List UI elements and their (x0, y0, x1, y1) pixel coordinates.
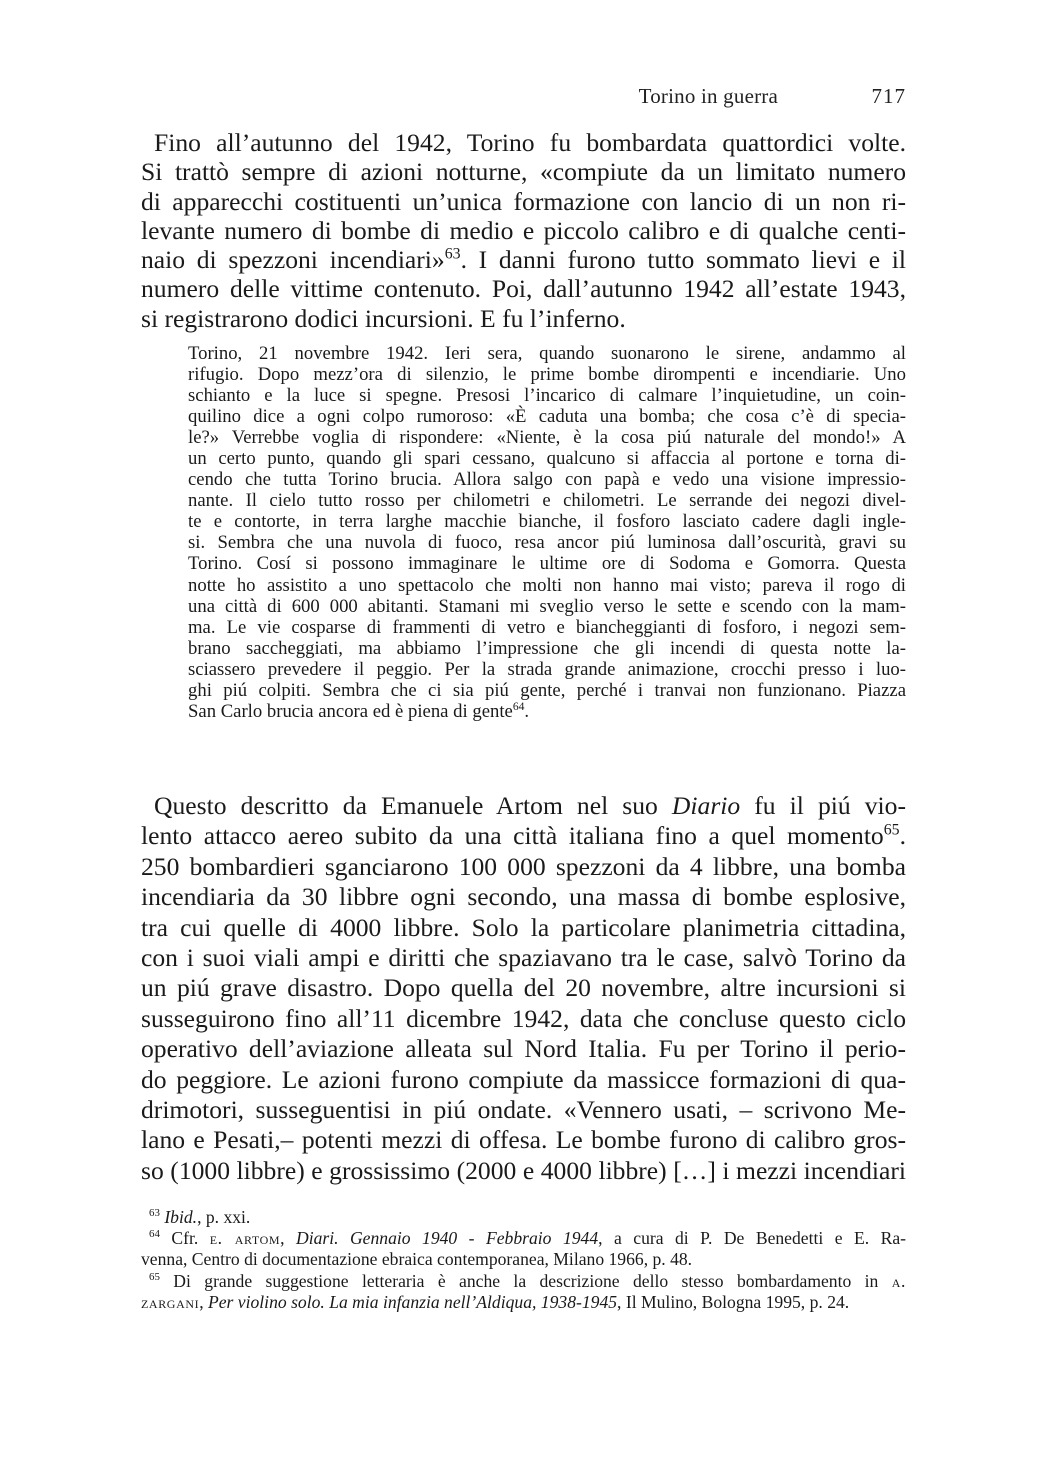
footnote-65-cont (141, 1292, 906, 1313)
quote-line: rifugio. Dopo mezz’ora di silenzio, le prime bombe dirompenti e incendiarie. Uno (188, 364, 906, 386)
text-line (141, 791, 906, 821)
quote-line: quilino dice a ogni colpo rumoroso: «È caduta una bomba; che cosa c’è di specia- (188, 406, 906, 428)
text-line (141, 245, 906, 274)
text-segment: lento attacco aereo subito da una città italiana fino a quel momento (141, 821, 884, 851)
text-segment: . (524, 700, 530, 722)
text-segment: Questo descritto da Emanuele Artom nel suo (154, 791, 672, 820)
text-line: operativo dell’aviazione alleata sul Nord Italia. Fu per Torino il perio- (141, 1034, 906, 1064)
book-title: Diari. Gennaio 1940 - Febbraio 1944 (295, 1228, 599, 1249)
text-segment: San Carlo brucia ancora ed è piena di gente (188, 700, 513, 722)
body-paragraph-2 (141, 791, 906, 1186)
footnote-italic: Ibid. (164, 1207, 198, 1227)
quote-line (188, 701, 906, 722)
author-name: zargani (141, 1291, 200, 1312)
footnote-number: 65 (149, 1270, 160, 1283)
footnote-text: , (199, 1291, 208, 1312)
running-title: Torino in guerra (638, 84, 778, 108)
footnote-65 (141, 1271, 906, 1292)
text-line: numero delle vittime contenuto. Poi, dall’autunno 1942 all’estate 1943, (141, 274, 906, 304)
quote-line: Torino, 21 novembre 1942. Ieri sera, quando suonarono le sirene, andammo al (188, 343, 906, 364)
block-quote (188, 343, 906, 722)
text-line: do peggiore. Le azioni furono compiute da massicce formazioni di qua- (141, 1064, 906, 1094)
quote-line: le?» Verrebbe voglia di rispondere: «Niente, è la cosa piú naturale del mondo!» A (188, 427, 906, 449)
quote-line: sciassero prevedere il peggio. Per la strada grande animazione, crocchi presso i luo- (188, 658, 906, 680)
text-line: susseguirono fino all’11 dicembre 1942, data che concluse questo ciclo (141, 1003, 906, 1033)
footnote-64-cont: venna, Centro di documentazione ebraica contemporanea, Milano 1966, p. 48. (141, 1249, 693, 1270)
text-line: si registrarono dodici incursioni. E fu l’inferno. (141, 303, 626, 333)
footnote-ref-63[interactable]: 63 (444, 245, 461, 263)
text-segment: . (899, 821, 906, 851)
footnote-ref-65[interactable]: 65 (883, 821, 900, 839)
page-number: 717 (871, 84, 906, 108)
text-line: con i suoi viali ampi e diritti che spaziavano tra le case, salvò Torino da (141, 942, 906, 972)
running-header (141, 84, 906, 114)
quote-line: un certo punto, quando gli spari cessano, qualcuno si affaccia al portone e torna di- (188, 448, 906, 470)
quote-line: una città di 600 000 abitanti. Stamani mi sveglio verso le sette e scendo con la mam- (188, 595, 906, 617)
text-line (141, 821, 906, 851)
text-line: so (1000 libbre) e grossissimo (2000 e 4000 libbre) […] i mezzi incendiari (141, 1155, 906, 1185)
book-title: Per violino solo. La mia infanzia nell’Aldiqua, 1938-1945 (208, 1291, 618, 1312)
footnote-number: 64 (149, 1228, 160, 1241)
quote-line: notte ho assistito a uno spettacolo che molti non hanno mai visto; pareva il rogo di (188, 574, 906, 596)
text-line: incendiaria da 30 libbre ogni secondo, una massa di bombe esplosive, (141, 882, 906, 912)
text-segment: . I danni furono tutto sommato lievi e il (460, 245, 906, 275)
author-initial: a. (891, 1270, 906, 1291)
text-line: levante numero di bombe di medio e piccolo calibro e di qualche centi- (141, 215, 906, 245)
text-line: 250 bombardieri sganciarono 100 000 spezzoni da 4 libbre, una bomba (141, 851, 906, 881)
text-segment: fu il piú vio- (740, 791, 906, 820)
footnote-63 (141, 1207, 906, 1228)
footnote-text: , a cura di P. De Benedetti e E. Ra- (598, 1228, 907, 1249)
footnote-64 (141, 1228, 906, 1249)
text-line: tra cui quelle di 4000 libbre. Solo la particolare planimetria cittadina, (141, 912, 906, 942)
quote-line: schianto e la luce si spegne. Presosi l’incarico di calmare l’inquietudine, un coin- (188, 385, 906, 407)
footnote-text: , (280, 1228, 296, 1249)
footnote-text: Di grande suggestione letteraria è anche la descrizione dello stesso bombardamento in (173, 1270, 892, 1291)
text-segment: naio di spezzoni incendiari» (141, 245, 445, 275)
quote-line: te e contorte, in terra larghe macchie bianche, il fosforo lasciato cadere dagli ingle- (188, 511, 906, 533)
text-line: un piú grave disastro. Dopo quella del 20 novembre, altre incursioni si (141, 973, 906, 1003)
quote-line: si. Sembra che una nuvola di fuoco, resa ancor piú luminosa dall’oscurità, gravi su (188, 532, 906, 554)
footnote-text: , p. xxi. (197, 1207, 251, 1227)
text-line: Si trattò sempre di azioni notturne, «compiute da un limitato numero (141, 157, 906, 187)
quote-line: brano saccheggiati, ma abbiamo l’impressione che gli incendi di questa notte la- (188, 637, 906, 659)
quote-line: nante. Il cielo tutto rosso per chilometri e chilometri. Le serrande dei negozi divel- (188, 490, 906, 512)
footnote-text: , Il Mulino, Bologna 1995, p. 24. (617, 1291, 850, 1312)
quote-line: cendo che tutta Torino brucia. Allora salgo con papà e vedo una visione impressio- (188, 469, 906, 491)
author-name: e. artom (209, 1228, 281, 1249)
quote-line: ghi piú colpiti. Sembra che ci sia piú gente, perché i tranvai non funzionano. Piazza (188, 679, 906, 701)
text-line: di apparecchi costituenti un’unica formazione con lancio di un non ri- (141, 186, 906, 216)
text-line: lano e Pesati,– potenti mezzi di offesa. Le bombe furono di calibro gros- (141, 1125, 906, 1155)
footnotes (141, 1207, 906, 1313)
italic-title: Diario (671, 791, 741, 820)
quote-line: ma. Le vie cosparse di frammenti di vetro e biancheggianti di fosforo, i negozi sem- (188, 616, 906, 638)
footnote-text: Cfr. (171, 1228, 210, 1249)
footnote-ref-64[interactable]: 64 (512, 699, 525, 713)
text-line: drimotori, susseguentisi in piú ondate. «Vennero usati, – scrivono Me- (141, 1094, 906, 1124)
text-line: Fino all’autunno del 1942, Torino fu bombardata quattordici volte. (154, 128, 906, 157)
footnote-number: 63 (149, 1207, 160, 1220)
quote-line: Torino. Cosí si possono immaginare le ultime ore di Sodoma e Gomorra. Questa (188, 553, 906, 575)
body-paragraph-1 (141, 128, 906, 333)
